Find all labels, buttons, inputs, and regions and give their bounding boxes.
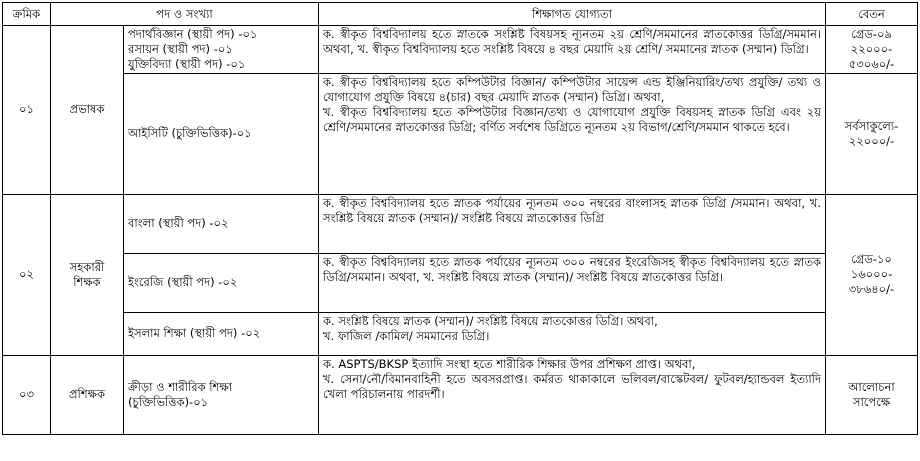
table-row [3,194,918,253]
table-row [3,253,918,312]
salary-cell [826,73,918,194]
post-category-cell: প্রশিক্ষক [51,355,124,434]
job-requirements-table [2,2,918,435]
header-post: পদ ও সংখ্যা [51,3,319,26]
subpost-cell [124,253,319,312]
qualification-option: ক. সংশ্লিষ্ট বিষয়ে স্নাতক (সম্মান)/ সংশ্লিষ্ট বিষয়ে স্নাতকোত্তর ডিগ্রি। অথবা, [323,313,658,328]
qualification-option: খ. ফাজিল /কামিল/ সমমানের ডিগ্রি। [323,328,490,343]
table-row [3,355,918,434]
subpost-name: পদার্থবিজ্ঞান (স্থায়ী পদ) -০১ [128,27,258,41]
qualification-cell: ক. স্বীকৃত বিশ্ববিদ্যালয় হতে স্নাতক পর্যায়ের ন্যূনতম ৩০০ নম্বরের বাংলাসহ স্নাতক ডিগ্রি /সমমান। অথবা, খ. সংশ্লিষ্ট বিষয়ে স্নাতক (সম্মান)/ সংশ্লিষ্ট বিষয়ে স্নাতকোত্তর ডিগ্রি [319,194,826,253]
qualification-option: ক. ASPTS/BKSP ইত্যাদি সংস্থা হতে শারীরিক শিক্ষার উপর প্রশিক্ষণ প্রাপ্ত। অথবা, [323,356,696,371]
post-category-cell: সহকারী শিক্ষক [51,194,124,355]
qualification-cell: ক. স্বীকৃত বিশ্ববিদ্যালয় হতে স্নাতক পর্যায়ের ন্যূনতম ৩০০ নম্বরের ইংরেজিসহ স্বীকৃত বিশ্ববিদ্যালয় হতে স্নাতক ডিগ্রি/সমমান। অথবা, খ. সংশ্লিষ্ট বিষয়ে স্নাতক (সম্মান)/ সংশ্লিষ্ট বিষয়ে স্নাতকোত্তর ডিগ্রি। [319,253,826,312]
qualification-option: ক. স্বীকৃত বিশ্ববিদ্যালয় হতে কম্পিউটার বিজ্ঞান/ কম্পিউটার সায়েন্স এন্ড ইঞ্জিনিয়ারিং/তথ্য প্রযুক্তি/ তথ্য ও যোগাযোগ প্রযুক্তি বিষয়ে ৪(চার) বছর মেয়াদি স্নাতক (সম্মান) ডিগ্রি। অথবা, [323,74,821,104]
qualification-cell [319,355,826,434]
salary-line: ২২০০০/- [848,133,895,148]
header-qualification: শিক্ষাগত যোগ্যতা [319,3,826,26]
qualification-cell: ক. স্বীকৃত বিশ্ববিদ্যালয় হতে স্নাতকে সংশ্লিষ্ট বিষয়সহ ন্যূনতম ২য় শ্রেণি/সমমানের স্নাতকোত্তর ডিগ্রি/সমমান। অথবা, খ. স্বীকৃত বিশ্ববিদ্যালয় হতে সংশ্লিষ্ট বিষয়ে ৪ বছর মেয়াদি ২য় শ্রেণি/ সমমানের স্নাতক (সম্মান) ডিগ্রি। [319,26,826,74]
header-row [3,3,918,26]
salary-line: আলোচনা [848,379,895,394]
salary-line: ২২০০০- [850,41,893,56]
salary-line: গ্রেড-০৯ [851,27,892,41]
subpost-name: ইংরেজি (স্থায়ী পদ) -০২ [128,275,238,290]
subpost-cell [124,194,319,253]
salary-line: ৩৮৬৪০/- [848,282,895,297]
subpost-name: আইসিটি (চুক্তিভিত্তিক)-০১ [128,126,252,141]
subpost-name: বাংলা (স্থায়ী পদ) -০২ [128,216,229,231]
salary-line: ৫৩০৬০/- [848,56,895,71]
table-row [3,73,918,194]
serial-cell: ০১ [3,26,51,195]
qualification-option: খ. সেনা/নৌ/বিমানবাহিনী হতে অবসরপ্রাপ্ত। কর্মরত থাকাকালে ভলিবল/বাস্কেটবল/ ফুটবল/হ্যান্ডবল ইত্যাদি খেলা পরিচালনায় পারদর্শী। [323,371,821,401]
subpost-cell [124,26,319,74]
qualification-cell [319,312,826,355]
salary-cell [826,194,918,355]
subpost-cell [124,312,319,355]
subpost-cell [124,73,319,194]
table-row [3,312,918,355]
serial-cell: ০৩ [3,355,51,434]
header-salary: বেতন [826,3,918,26]
post-category-cell: প্রভাষক [51,26,124,195]
salary-line: সাপেক্ষে [852,394,891,409]
subpost-name: রসায়ন (স্থায়ী পদ) -০১ [128,41,233,56]
salary-cell [826,26,918,74]
salary-line: সর্বসাকুল্যে- [844,118,899,133]
serial-cell: ০২ [3,194,51,355]
subpost-cell: ক্রীড়া ও শারীরিক শিক্ষা (চুক্তিভিত্তিক)-০১ [124,355,319,434]
salary-line: ১৬০০০- [850,267,893,282]
qualification-option: খ. স্বীকৃত বিশ্ববিদ্যালয় হতে কম্পিউটার বিজ্ঞান/তথ্য ও যোগাযোগ প্রযুক্তি বিষয়সহ স্নাতক ডিগ্রি এবং ২য় শ্রেণি/সমমানের স্নাতকোত্তর ডিগ্রি; বর্ণিত সর্বশেষ ডিগ্রিতে ন্যূনতম ২য় বিভাগ/শ্রেণি/সমমান থাকতে হবে। [323,104,821,134]
subpost-name: যুক্তিবিদ্যা (স্থায়ী পদ) -০১ [128,56,246,71]
header-serial: ক্রমিক [3,3,51,26]
table-row [3,26,918,74]
salary-cell [826,355,918,434]
salary-line: গ্রেড-১০ [851,252,892,267]
subpost-name: ইসলাম শিক্ষা (স্থায়ী পদ) -০২ [128,326,261,341]
qualification-cell [319,73,826,194]
